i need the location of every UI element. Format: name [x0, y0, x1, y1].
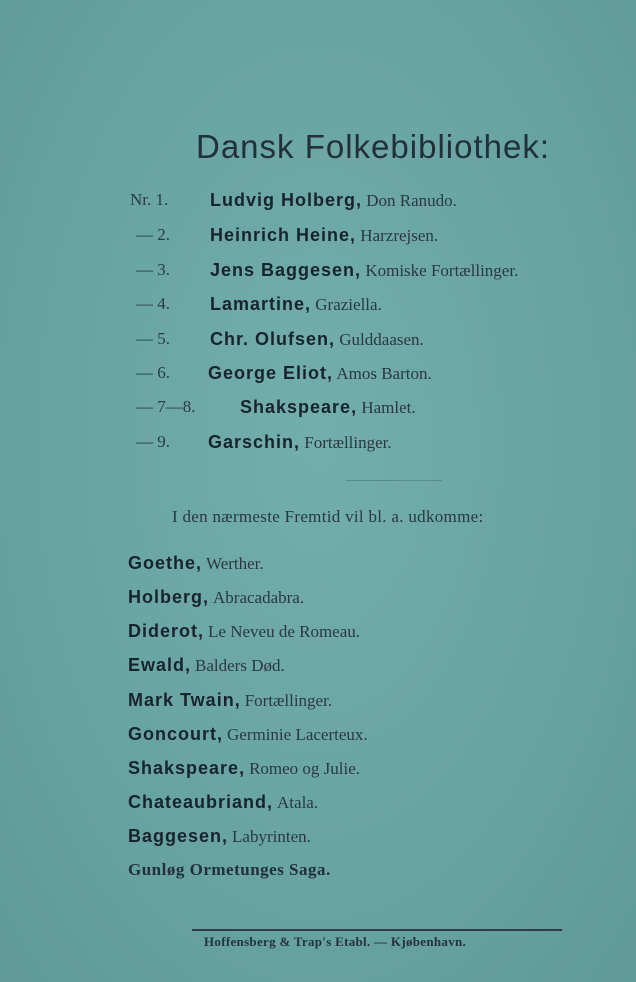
footer-rule: [192, 929, 562, 931]
series-number: — 3.: [136, 260, 170, 279]
series-work: Komiske Fortællinger.: [365, 261, 519, 280]
forthcoming-work: Werther.: [206, 554, 264, 573]
series-work: Harzrejsen.: [360, 226, 439, 245]
series-number: — 7—8.: [136, 397, 196, 416]
series-work: Amos Barton.: [336, 364, 432, 383]
series-work: Graziella.: [315, 295, 382, 314]
forthcoming-author: Holberg,: [128, 587, 210, 607]
series-work: Hamlet.: [361, 398, 416, 417]
forthcoming-item: [128, 582, 304, 612]
forthcoming-item: [128, 685, 332, 715]
forthcoming-item: [128, 821, 311, 851]
series-author: Heinrich Heine,: [210, 225, 357, 245]
forthcoming-work: Le Neveu de Romeau.: [208, 622, 361, 641]
forthcoming-author: Goethe,: [128, 553, 203, 573]
forthcoming-item: [128, 548, 264, 578]
forthcoming-item: [128, 855, 331, 885]
series-author: Jens Baggesen,: [210, 260, 362, 280]
forthcoming-author: Goncourt,: [128, 724, 223, 744]
forthcoming-work: Romeo og Julie.: [249, 759, 361, 778]
printer-imprint: Hoffensberg & Trap's Etabl. — Kjøbenhavn.: [204, 934, 467, 949]
forthcoming-item: [128, 753, 360, 783]
forthcoming-intro: I den nærmeste Fremtid vil bl. a. udkomme:: [172, 507, 484, 526]
section-divider: [346, 480, 442, 481]
forthcoming-item: [128, 616, 360, 646]
forthcoming-work: Labyrinten.: [232, 827, 311, 846]
forthcoming-work: Germinie Lacerteux.: [227, 725, 368, 744]
forthcoming-author: Shakspeare,: [128, 758, 246, 778]
forthcoming-author: Baggesen,: [128, 826, 229, 846]
series-author: Garschin,: [208, 432, 301, 452]
series-author: Ludvig Holberg,: [210, 190, 362, 210]
forthcoming-item: [128, 650, 285, 680]
series-work: Gulddaasen.: [339, 330, 424, 349]
forthcoming-author: Ewald,: [128, 655, 192, 675]
series-number: — 9.: [136, 432, 170, 451]
series-number: — 4.: [136, 294, 170, 313]
forthcoming-work: Atala.: [277, 793, 319, 812]
forthcoming-saga: Gunløg Ormetunges Saga.: [128, 860, 331, 879]
forthcoming-work: Fortællinger.: [244, 691, 333, 710]
series-work: Don Ranudo.: [366, 191, 457, 210]
series-author: Shakspeare,: [240, 397, 358, 417]
series-author: Chr. Olufsen,: [210, 329, 336, 349]
forthcoming-author: Chateaubriand,: [128, 792, 274, 812]
series-number: Nr. 1.: [130, 190, 169, 209]
series-number: — 2.: [136, 225, 170, 244]
series-number: — 6.: [136, 363, 170, 382]
series-author: Lamartine,: [210, 294, 312, 314]
page-title: Dansk Folkebibliothek:: [196, 128, 550, 165]
forthcoming-author: Mark Twain,: [128, 690, 241, 710]
series-author: George Eliot,: [208, 363, 334, 383]
forthcoming-work: Balders Død.: [195, 656, 285, 675]
series-work: Fortællinger.: [304, 433, 392, 452]
forthcoming-author: Diderot,: [128, 621, 205, 641]
series-number: — 5.: [136, 329, 170, 348]
forthcoming-item: [128, 719, 368, 749]
forthcoming-work: Abracadabra.: [213, 588, 305, 607]
forthcoming-item: [128, 787, 318, 817]
